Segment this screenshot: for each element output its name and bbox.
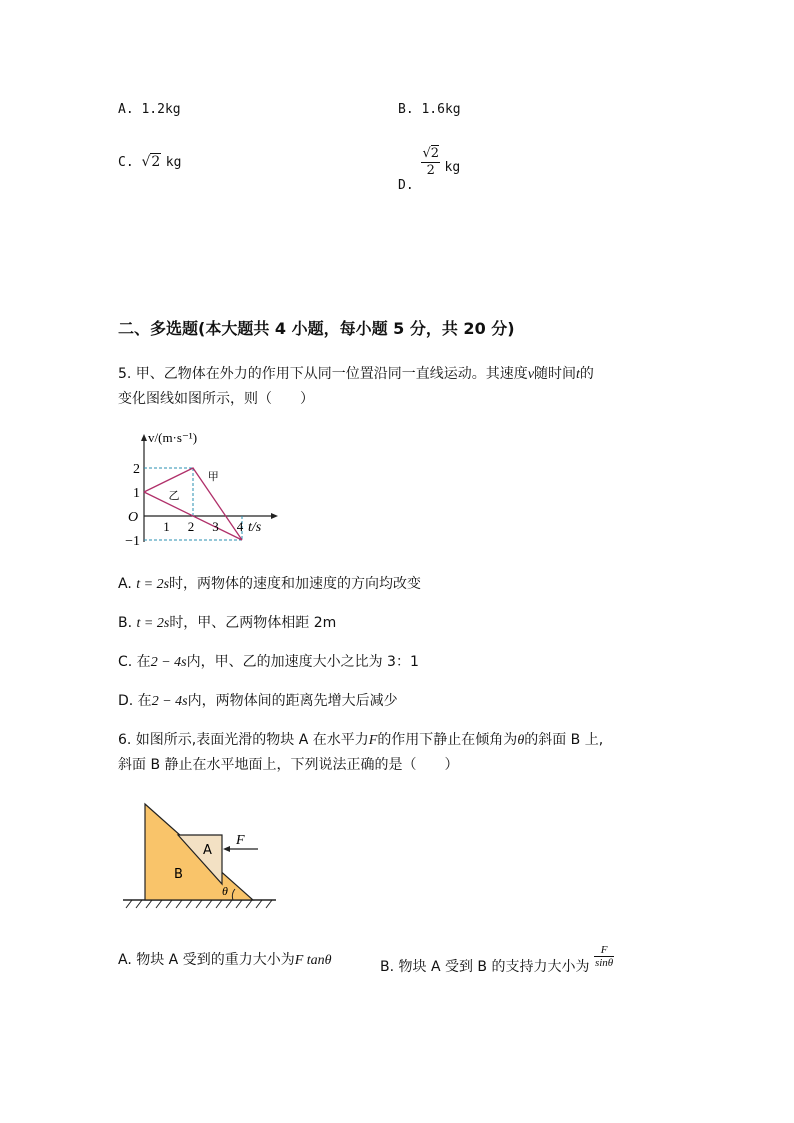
fraction: $\frac{F}{\sin\theta}$ <box>594 944 614 969</box>
x-tick-label: 1 <box>163 519 170 534</box>
ground-hatching <box>126 900 272 908</box>
q4-option-d: D. $\frac{√2}{2}$ kg <box>398 146 461 193</box>
angle-label: θ <box>222 884 228 898</box>
y-axis-label: v/(m·s⁻¹) <box>148 430 198 445</box>
fraction: $\frac{√2}{2}$ <box>422 146 440 178</box>
force-arrowhead <box>223 846 230 852</box>
q5-option-d: D. 在2 − 4s内，两物体间的距离先增大后减少 <box>118 693 398 709</box>
q5-stem: 5. 甲、乙物体在外力的作用下从同一位置沿同一直线运动。其速度v随时间t的 变化图线如图所示，则（ ） <box>118 366 594 407</box>
q6-option-a: A. 物块 A 受到的重力大小为F tanθ <box>118 952 332 968</box>
y-tick-label: 2 <box>133 462 140 477</box>
force-label: F <box>236 833 245 848</box>
x-axis-label: t/s <box>248 520 262 535</box>
y-tick-label: −1 <box>125 534 140 549</box>
q5-option-a: A. t = 2s时，两物体的速度和加速度的方向均改变 <box>118 576 422 592</box>
q5-option-b: B. t = 2s时，甲、乙两物体相距 2m <box>118 615 337 631</box>
section-title: 二、多选题(本大题共 4 小题，每小题 5 分，共 20 分) <box>118 319 515 338</box>
incline-figure <box>118 798 283 913</box>
q5-option-c: C. 在2 − 4s内，甲、乙的加速度大小之比为 3：1 <box>118 654 419 670</box>
x-tick-label: 2 <box>187 519 195 534</box>
q6-option-b: B. 物块 A 受到 B 的支持力大小为 $\frac{F}{\sin\theta}$ <box>380 944 614 975</box>
wedge-b-label: B <box>174 867 183 882</box>
q4-option-a: A. 1.2kg <box>118 102 181 117</box>
q6-stem: 6. 如图所示,表面光滑的物块 A 在水平力F的作用下静止在倾角为θ的斜面 B 上, 斜面 B 静止在水平地面上，下列说法正确的是（ ） <box>118 732 604 773</box>
q4-option-b: B. 1.6kg <box>398 102 461 117</box>
x-tick-label: 3 <box>212 519 219 534</box>
block-a-label: A <box>203 843 212 858</box>
q4-option-c: C. √2 kg <box>118 154 182 170</box>
sqrt-expression: √2 <box>141 154 161 170</box>
y-axis-arrowhead <box>141 434 147 441</box>
origin-label: O <box>128 510 139 525</box>
velocity-time-chart <box>118 424 318 549</box>
x-axis-arrowhead <box>271 513 278 519</box>
y-tick-label: 1 <box>133 486 140 501</box>
series-label-yi: 乙 <box>168 489 180 503</box>
x-tick-label: 4 <box>236 519 244 534</box>
series-label-jia: 甲 <box>207 470 219 483</box>
